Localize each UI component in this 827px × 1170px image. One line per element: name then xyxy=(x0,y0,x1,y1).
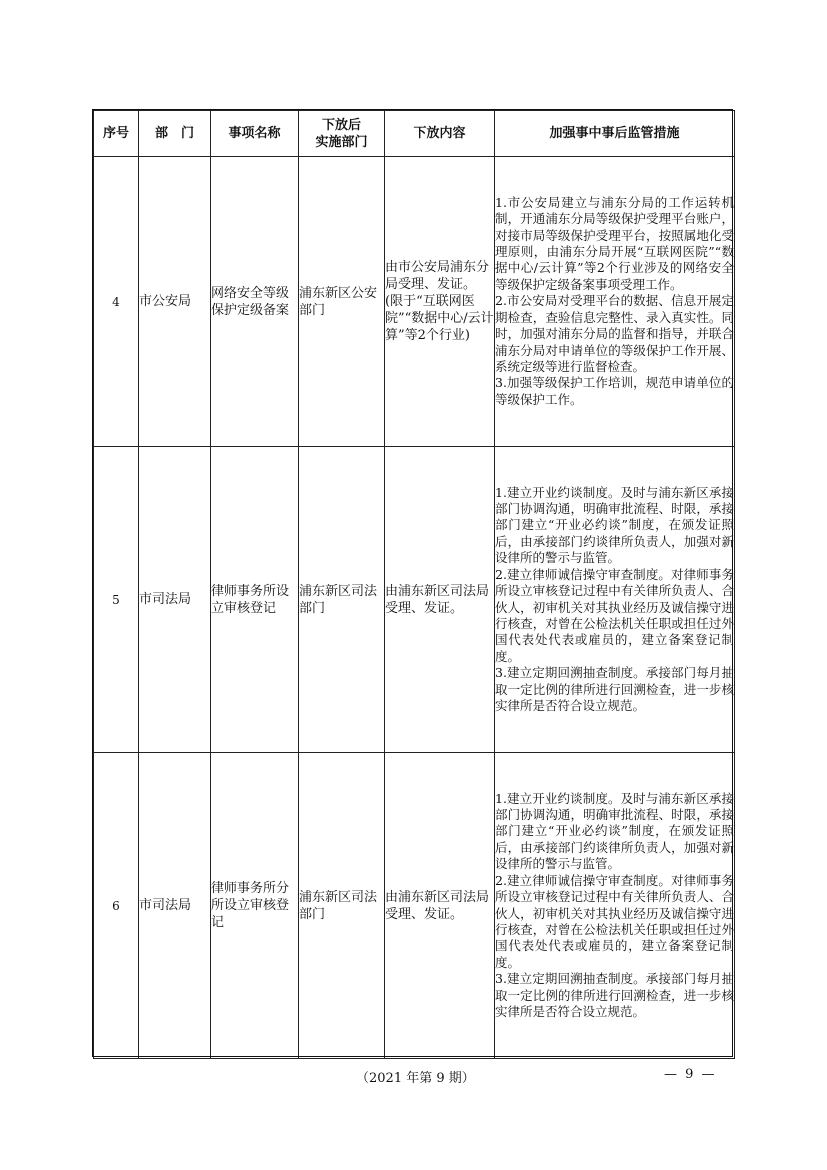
page-number: — 9 — xyxy=(664,1067,717,1082)
measure-item: 3.加强等级保护工作培训，规范申请单位的等级保护工作。 xyxy=(495,375,734,407)
header-item-name: 事项名称 xyxy=(211,111,299,157)
table-row xyxy=(94,157,735,447)
row-item-name: 律师事务所设立审核登记 xyxy=(211,447,299,753)
measure-item: 2.建立律师诚信操守审查制度。对律师事务所设立审核登记过程中有关律所负责人、合伙人，初审机关对其执业经历及诚信操守进行核查，对曾在公检法机关任职或担任过外国代表处代表或雇员的，建立备案登记制度。 xyxy=(495,566,734,664)
row-department: 市公安局 xyxy=(139,157,211,447)
measure-item: 3.建立定期回溯抽查制度。承接部门每月抽取一定比例的律所进行回溯检查，进一步核实律所是否符合设立规范。 xyxy=(495,971,734,1019)
header-measures: 加强事中事后监管措施 xyxy=(495,111,735,157)
measure-item: 1.建立开业约谈制度。及时与浦东新区承接部门协调沟通，明确审批流程、时限，承接部门建立“开业必约谈”制度，在颁发证照后，由承接部门约谈律所负责人，加强对新设律所的警示与监管。 xyxy=(495,484,734,566)
row-number: 4 xyxy=(94,157,139,447)
table-row xyxy=(94,753,735,1059)
measure-item: 2.建立律师诚信操守审查制度。对律师事务所设立审核登记过程中有关律所负责人、合伙人，初审机关对其执业经历及诚信操守进行核查，对曾在公检法机关任职或担任过外国代表处代表或雇员的，建立备案登记制度。 xyxy=(495,872,734,970)
issue-label: （2021 年第 9 期） xyxy=(356,1071,475,1086)
measure-item: 1.市公安局建立与浦东分局的工作运转机制，开通浦东分局等级保护受理平台账户，对接市局等级保护受理平台，按照属地化受理原则，由浦东分局开展“互联网医院”“数据中心/云计算”等2个行业涉及的网络安全等级保护定级备案事项受理工作。 xyxy=(495,194,734,292)
header-content: 下放内容 xyxy=(385,111,495,157)
row-measures xyxy=(495,753,735,1059)
row-content: 由浦东新区司法局受理、发证。 xyxy=(385,447,495,753)
row-measures xyxy=(495,157,735,447)
row-measures xyxy=(495,447,735,753)
row-number: 5 xyxy=(94,447,139,753)
row-content: 由浦东新区司法局受理、发证。 xyxy=(385,753,495,1059)
row-department: 市司法局 xyxy=(139,753,211,1059)
header-number: 序号 xyxy=(94,111,139,157)
row-department: 市司法局 xyxy=(139,447,211,753)
measure-item: 2.市公安局对受理平台的数据、信息开展定期检查，查验信息完整性、录入真实性。同时，加强对浦东分局的监督和指导，并联合浦东分局对申请单位的等级保护工作开展、系统定级等进行监督检查。 xyxy=(495,293,734,374)
measure-item: 3.建立定期回溯抽查制度。承接部门每月抽取一定比例的律所进行回溯检查，进一步核实律所是否符合设立规范。 xyxy=(495,665,734,713)
row-implementing-dept: 浦东新区公安部门 xyxy=(299,157,385,447)
row-implementing-dept: 浦东新区司法部门 xyxy=(299,753,385,1059)
measure-item: 1.建立开业约谈制度。及时与浦东新区承接部门协调沟通，明确审批流程、时限，承接部门建立“开业必约谈”制度，在颁发证照后，由承接部门约谈律所负责人，加强对新设律所的警示与监管。 xyxy=(495,790,734,872)
row-implementing-dept: 浦东新区司法部门 xyxy=(299,447,385,753)
regulation-table xyxy=(93,110,735,1059)
row-item-name: 律师事务所分所设立审核登记 xyxy=(211,753,299,1059)
row-number: 6 xyxy=(94,753,139,1059)
header-implementing-dept: 下放后 实施部门 xyxy=(299,111,385,157)
row-item-name: 网络安全等级保护定级备案 xyxy=(211,157,299,447)
header-department: 部 门 xyxy=(139,111,211,157)
row-content: 由市公安局浦东分局受理、发证。(限于“互联网医院”“数据中心/云计算”等2个行业) xyxy=(385,157,495,447)
table-header-row xyxy=(94,111,735,157)
table-row xyxy=(94,447,735,753)
